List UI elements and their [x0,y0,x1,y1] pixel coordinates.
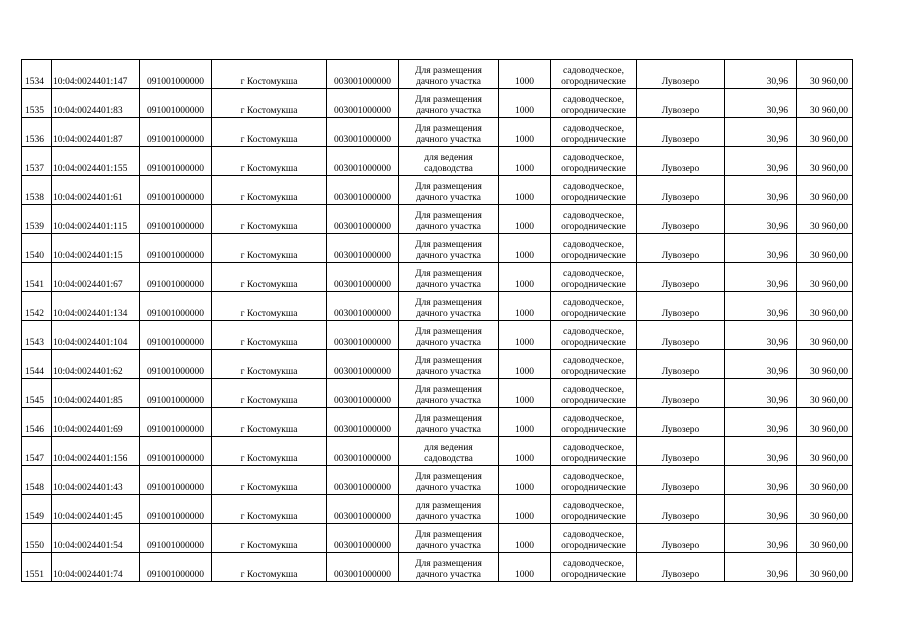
cadastral-number-cell: 10:04:0024401:83 [52,89,140,118]
table-row [22,321,853,350]
table-row [22,437,853,466]
row-number-cell: 1542 [22,292,52,321]
permitted-use-line-2: дачного участка [416,251,481,261]
land-plots-table [21,59,853,582]
location-cell: Лувозеро [637,321,725,350]
okato-code-cell: 091001000000 [140,205,212,234]
permitted-use-line-2: дачного участка [416,106,481,116]
category-line-2: огороднические [561,367,626,377]
table-row [22,147,853,176]
municipality-cell: г Костомукша [212,408,327,437]
okato-code-cell: 091001000000 [140,118,212,147]
category-line-2: огороднические [561,135,626,145]
cadastral-value-cell: 30 960,00 [797,495,853,524]
area-cell: 1000 [499,60,551,89]
oktmo-code-cell: 003001000000 [327,60,399,89]
specific-value-cell: 30,96 [725,350,797,379]
area-cell: 1000 [499,495,551,524]
permitted-use-cell [399,234,499,263]
row-number-cell: 1539 [22,205,52,234]
category-line-2: огороднические [561,483,626,493]
cadastral-number-cell: 10:04:0024401:43 [52,466,140,495]
permitted-use-line-2: дачного участка [416,280,481,290]
cadastral-value-cell: 30 960,00 [797,350,853,379]
location-cell: Лувозеро [637,350,725,379]
okato-code-cell: 091001000000 [140,437,212,466]
category-line-1: садоводческое, [563,66,624,76]
category-line-1: садоводческое, [563,327,624,337]
cadastral-number-cell: 10:04:0024401:155 [52,147,140,176]
permitted-use-cell [399,379,499,408]
permitted-use-cell [399,495,499,524]
location-cell: Лувозеро [637,437,725,466]
area-cell: 1000 [499,176,551,205]
cadastral-number-cell: 10:04:0024401:54 [52,524,140,553]
table-row [22,89,853,118]
permitted-use-line-1: Для размещения [415,240,482,250]
category-cell [551,60,637,89]
permitted-use-cell [399,147,499,176]
category-line-1: садоводческое, [563,530,624,540]
table-row [22,408,853,437]
category-line-1: садоводческое, [563,182,624,192]
permitted-use-line-1: Для размещения [415,385,482,395]
municipality-cell: г Костомукша [212,379,327,408]
specific-value-cell: 30,96 [725,321,797,350]
cadastral-value-cell: 30 960,00 [797,263,853,292]
permitted-use-cell [399,205,499,234]
permitted-use-cell [399,89,499,118]
specific-value-cell: 30,96 [725,147,797,176]
cadastral-number-cell: 10:04:0024401:134 [52,292,140,321]
cadastral-value-cell: 30 960,00 [797,118,853,147]
cadastral-number-cell: 10:04:0024401:147 [52,60,140,89]
row-number-cell: 1538 [22,176,52,205]
permitted-use-line-2: дачного участка [416,570,481,580]
category-cell [551,147,637,176]
location-cell: Лувозеро [637,466,725,495]
table-row [22,176,853,205]
row-number-cell: 1550 [22,524,52,553]
cadastral-value-cell: 30 960,00 [797,60,853,89]
oktmo-code-cell: 003001000000 [327,524,399,553]
permitted-use-cell [399,350,499,379]
cadastral-value-cell: 30 960,00 [797,466,853,495]
specific-value-cell: 30,96 [725,524,797,553]
category-line-2: огороднические [561,425,626,435]
cadastral-value-cell: 30 960,00 [797,553,853,582]
okato-code-cell: 091001000000 [140,60,212,89]
municipality-cell: г Костомукша [212,553,327,582]
category-cell [551,263,637,292]
cadastral-number-cell: 10:04:0024401:69 [52,408,140,437]
oktmo-code-cell: 003001000000 [327,553,399,582]
category-line-1: садоводческое, [563,211,624,221]
permitted-use-line-2: дачного участка [416,222,481,232]
row-number-cell: 1541 [22,263,52,292]
municipality-cell: г Костомукша [212,263,327,292]
category-line-1: садоводческое, [563,124,624,134]
municipality-cell: г Костомукша [212,524,327,553]
cadastral-value-cell: 30 960,00 [797,437,853,466]
area-cell: 1000 [499,234,551,263]
oktmo-code-cell: 003001000000 [327,263,399,292]
category-cell [551,118,637,147]
municipality-cell: г Костомукша [212,205,327,234]
area-cell: 1000 [499,466,551,495]
okato-code-cell: 091001000000 [140,292,212,321]
category-cell [551,466,637,495]
permitted-use-cell [399,466,499,495]
row-number-cell: 1544 [22,350,52,379]
category-cell [551,408,637,437]
category-cell [551,89,637,118]
category-line-1: садоводческое, [563,298,624,308]
row-number-cell: 1540 [22,234,52,263]
oktmo-code-cell: 003001000000 [327,495,399,524]
table-row [22,234,853,263]
category-line-2: огороднические [561,280,626,290]
permitted-use-line-1: Для размещения [415,414,482,424]
cadastral-number-cell: 10:04:0024401:74 [52,553,140,582]
location-cell: Лувозеро [637,524,725,553]
table-row [22,553,853,582]
permitted-use-line-2: садоводства [424,454,473,464]
area-cell: 1000 [499,263,551,292]
permitted-use-line-2: дачного участка [416,396,481,406]
oktmo-code-cell: 003001000000 [327,379,399,408]
row-number-cell: 1547 [22,437,52,466]
oktmo-code-cell: 003001000000 [327,147,399,176]
permitted-use-line-2: дачного участка [416,541,481,551]
cadastral-number-cell: 10:04:0024401:15 [52,234,140,263]
table-body [22,60,853,582]
permitted-use-line-2: дачного участка [416,309,481,319]
category-line-1: садоводческое, [563,559,624,569]
permitted-use-line-1: Для размещения [415,530,482,540]
permitted-use-cell [399,408,499,437]
category-line-1: садоводческое, [563,153,624,163]
permitted-use-line-1: для ведения [424,443,473,453]
permitted-use-line-1: Для размещения [415,327,482,337]
area-cell: 1000 [499,408,551,437]
category-line-1: садоводческое, [563,443,624,453]
cadastral-number-cell: 10:04:0024401:62 [52,350,140,379]
category-line-2: огороднические [561,222,626,232]
location-cell: Лувозеро [637,60,725,89]
okato-code-cell: 091001000000 [140,89,212,118]
cadastral-value-cell: 30 960,00 [797,176,853,205]
category-line-1: садоводческое, [563,240,624,250]
okato-code-cell: 091001000000 [140,321,212,350]
oktmo-code-cell: 003001000000 [327,292,399,321]
specific-value-cell: 30,96 [725,292,797,321]
row-number-cell: 1537 [22,147,52,176]
cadastral-value-cell: 30 960,00 [797,89,853,118]
specific-value-cell: 30,96 [725,495,797,524]
okato-code-cell: 091001000000 [140,263,212,292]
category-line-2: огороднические [561,570,626,580]
table-row [22,263,853,292]
permitted-use-cell [399,553,499,582]
okato-code-cell: 091001000000 [140,176,212,205]
oktmo-code-cell: 003001000000 [327,205,399,234]
table-row [22,118,853,147]
permitted-use-line-1: Для размещения [415,211,482,221]
category-line-2: огороднические [561,512,626,522]
row-number-cell: 1536 [22,118,52,147]
category-line-1: садоводческое, [563,501,624,511]
table-row [22,379,853,408]
category-line-2: огороднические [561,106,626,116]
specific-value-cell: 30,96 [725,263,797,292]
permitted-use-line-1: Для размещения [415,269,482,279]
oktmo-code-cell: 003001000000 [327,89,399,118]
cadastral-value-cell: 30 960,00 [797,524,853,553]
specific-value-cell: 30,96 [725,234,797,263]
row-number-cell: 1548 [22,466,52,495]
okato-code-cell: 091001000000 [140,147,212,176]
cadastral-number-cell: 10:04:0024401:156 [52,437,140,466]
category-cell [551,292,637,321]
permitted-use-cell [399,118,499,147]
specific-value-cell: 30,96 [725,553,797,582]
municipality-cell: г Костомукша [212,350,327,379]
oktmo-code-cell: 003001000000 [327,321,399,350]
permitted-use-line-1: для ведения [424,153,473,163]
category-cell [551,234,637,263]
row-number-cell: 1534 [22,60,52,89]
category-line-2: огороднические [561,164,626,174]
municipality-cell: г Костомукша [212,118,327,147]
municipality-cell: г Костомукша [212,60,327,89]
category-cell [551,350,637,379]
permitted-use-cell [399,524,499,553]
location-cell: Лувозеро [637,408,725,437]
location-cell: Лувозеро [637,553,725,582]
category-line-1: садоводческое, [563,385,624,395]
permitted-use-cell [399,292,499,321]
oktmo-code-cell: 003001000000 [327,437,399,466]
okato-code-cell: 091001000000 [140,553,212,582]
category-line-2: огороднические [561,309,626,319]
municipality-cell: г Костомукша [212,147,327,176]
permitted-use-line-1: Для размещения [415,356,482,366]
category-line-2: огороднические [561,251,626,261]
permitted-use-line-2: дачного участка [416,193,481,203]
cadastral-number-cell: 10:04:0024401:115 [52,205,140,234]
permitted-use-line-2: дачного участка [416,338,481,348]
specific-value-cell: 30,96 [725,466,797,495]
specific-value-cell: 30,96 [725,408,797,437]
table-row [22,292,853,321]
category-line-2: огороднические [561,396,626,406]
okato-code-cell: 091001000000 [140,466,212,495]
cadastral-number-cell: 10:04:0024401:67 [52,263,140,292]
cadastral-value-cell: 30 960,00 [797,408,853,437]
cadastral-value-cell: 30 960,00 [797,205,853,234]
category-cell [551,495,637,524]
permitted-use-cell [399,321,499,350]
okato-code-cell: 091001000000 [140,234,212,263]
category-line-1: садоводческое, [563,472,624,482]
location-cell: Лувозеро [637,263,725,292]
cadastral-number-cell: 10:04:0024401:45 [52,495,140,524]
cadastral-number-cell: 10:04:0024401:87 [52,118,140,147]
area-cell: 1000 [499,205,551,234]
permitted-use-line-2: дачного участка [416,512,481,522]
cadastral-value-cell: 30 960,00 [797,234,853,263]
permitted-use-line-1: Для размещения [415,124,482,134]
location-cell: Лувозеро [637,292,725,321]
row-number-cell: 1545 [22,379,52,408]
oktmo-code-cell: 003001000000 [327,408,399,437]
permitted-use-line-2: дачного участка [416,483,481,493]
permitted-use-line-1: для размещения [415,501,482,511]
permitted-use-line-1: Для размещения [415,95,482,105]
area-cell: 1000 [499,89,551,118]
area-cell: 1000 [499,147,551,176]
row-number-cell: 1543 [22,321,52,350]
okato-code-cell: 091001000000 [140,524,212,553]
category-line-2: огороднические [561,77,626,87]
table-row [22,466,853,495]
cadastral-value-cell: 30 960,00 [797,321,853,350]
category-line-2: огороднические [561,193,626,203]
municipality-cell: г Костомукша [212,234,327,263]
category-cell [551,205,637,234]
municipality-cell: г Костомукша [212,321,327,350]
oktmo-code-cell: 003001000000 [327,176,399,205]
location-cell: Лувозеро [637,205,725,234]
okato-code-cell: 091001000000 [140,350,212,379]
row-number-cell: 1546 [22,408,52,437]
location-cell: Лувозеро [637,147,725,176]
area-cell: 1000 [499,350,551,379]
table-row [22,60,853,89]
area-cell: 1000 [499,321,551,350]
permitted-use-line-2: дачного участка [416,135,481,145]
cadastral-number-cell: 10:04:0024401:104 [52,321,140,350]
location-cell: Лувозеро [637,234,725,263]
oktmo-code-cell: 003001000000 [327,466,399,495]
permitted-use-line-1: Для размещения [415,182,482,192]
table-row [22,495,853,524]
specific-value-cell: 30,96 [725,379,797,408]
row-number-cell: 1549 [22,495,52,524]
category-line-1: садоводческое, [563,414,624,424]
location-cell: Лувозеро [637,176,725,205]
category-cell [551,553,637,582]
category-cell [551,437,637,466]
municipality-cell: г Костомукша [212,176,327,205]
permitted-use-cell [399,176,499,205]
oktmo-code-cell: 003001000000 [327,350,399,379]
location-cell: Лувозеро [637,379,725,408]
permitted-use-cell [399,60,499,89]
specific-value-cell: 30,96 [725,176,797,205]
permitted-use-line-2: дачного участка [416,425,481,435]
category-cell [551,379,637,408]
area-cell: 1000 [499,379,551,408]
specific-value-cell: 30,96 [725,60,797,89]
permitted-use-line-1: Для размещения [415,559,482,569]
area-cell: 1000 [499,437,551,466]
specific-value-cell: 30,96 [725,89,797,118]
cadastral-value-cell: 30 960,00 [797,292,853,321]
permitted-use-line-2: дачного участка [416,367,481,377]
location-cell: Лувозеро [637,118,725,147]
permitted-use-cell [399,437,499,466]
oktmo-code-cell: 003001000000 [327,234,399,263]
okato-code-cell: 091001000000 [140,495,212,524]
location-cell: Лувозеро [637,495,725,524]
row-number-cell: 1535 [22,89,52,118]
area-cell: 1000 [499,118,551,147]
category-cell [551,524,637,553]
area-cell: 1000 [499,292,551,321]
permitted-use-cell [399,263,499,292]
row-number-cell: 1551 [22,553,52,582]
location-cell: Лувозеро [637,89,725,118]
permitted-use-line-1: Для размещения [415,472,482,482]
municipality-cell: г Костомукша [212,495,327,524]
category-line-1: садоводческое, [563,269,624,279]
category-line-2: огороднические [561,454,626,464]
municipality-cell: г Костомукша [212,292,327,321]
municipality-cell: г Костомукша [212,437,327,466]
municipality-cell: г Костомукша [212,89,327,118]
category-line-1: садоводческое, [563,95,624,105]
specific-value-cell: 30,96 [725,205,797,234]
category-cell [551,321,637,350]
cadastral-number-cell: 10:04:0024401:61 [52,176,140,205]
okato-code-cell: 091001000000 [140,379,212,408]
category-line-1: садоводческое, [563,356,624,366]
permitted-use-line-2: дачного участка [416,77,481,87]
cadastral-number-cell: 10:04:0024401:85 [52,379,140,408]
category-line-2: огороднические [561,541,626,551]
permitted-use-line-2: садоводства [424,164,473,174]
cadastral-value-cell: 30 960,00 [797,379,853,408]
permitted-use-line-1: Для размещения [415,66,482,76]
municipality-cell: г Костомукша [212,466,327,495]
table-row [22,350,853,379]
table-row [22,524,853,553]
category-cell [551,176,637,205]
category-line-2: огороднические [561,338,626,348]
table-row [22,205,853,234]
oktmo-code-cell: 003001000000 [327,118,399,147]
specific-value-cell: 30,96 [725,118,797,147]
permitted-use-line-1: Для размещения [415,298,482,308]
specific-value-cell: 30,96 [725,437,797,466]
area-cell: 1000 [499,553,551,582]
area-cell: 1000 [499,524,551,553]
okato-code-cell: 091001000000 [140,408,212,437]
cadastral-value-cell: 30 960,00 [797,147,853,176]
